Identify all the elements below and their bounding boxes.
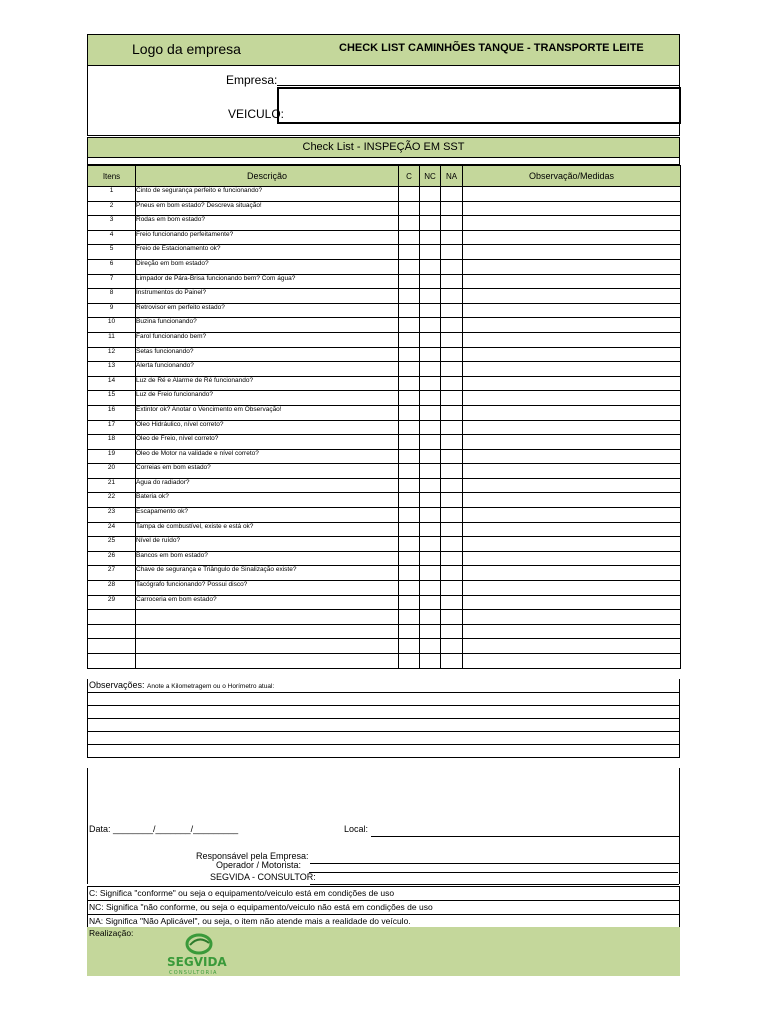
item-observation[interactable] xyxy=(463,187,681,202)
check-c[interactable] xyxy=(399,376,420,391)
item-number: 28 xyxy=(88,581,136,596)
item-number: 10 xyxy=(88,318,136,333)
check-c[interactable] xyxy=(399,449,420,464)
checklist-table xyxy=(87,165,681,669)
responsavel-label: Responsável pela Empresa: xyxy=(196,851,309,861)
check-na[interactable] xyxy=(441,537,463,552)
item-observation[interactable] xyxy=(463,318,681,333)
observation-line[interactable] xyxy=(88,745,679,758)
check-nc[interactable] xyxy=(420,347,441,362)
item-description: Tacógrafo funcionando? Possui disco? xyxy=(136,581,399,596)
item-number: 19 xyxy=(88,449,136,464)
segvida-logo xyxy=(165,931,245,975)
empresa-label: Empresa: xyxy=(226,73,278,87)
table-row xyxy=(88,347,681,362)
check-nc[interactable] xyxy=(420,303,441,318)
check-na[interactable] xyxy=(441,230,463,245)
header-bar xyxy=(87,34,680,66)
item-description: Instrumentos do Painel? xyxy=(136,289,399,304)
item-description: Óleo de Freio, nível correto? xyxy=(136,435,399,450)
check-nc[interactable] xyxy=(420,318,441,333)
item-number: 5 xyxy=(88,245,136,260)
check-nc[interactable] xyxy=(420,610,441,625)
item-observation[interactable] xyxy=(463,449,681,464)
observations-label-row xyxy=(88,679,679,693)
check-na[interactable] xyxy=(441,595,463,610)
observation-line[interactable] xyxy=(88,719,679,732)
item-description: Tampa de combustível, existe e está ok? xyxy=(136,522,399,537)
item-number: 14 xyxy=(88,376,136,391)
local-label: Local: xyxy=(344,824,369,834)
table-row xyxy=(88,376,681,391)
check-nc[interactable] xyxy=(420,595,441,610)
check-c[interactable] xyxy=(399,289,420,304)
table-row xyxy=(88,610,681,625)
check-nc[interactable] xyxy=(420,449,441,464)
check-c[interactable] xyxy=(399,405,420,420)
item-number: 4 xyxy=(88,230,136,245)
observation-line[interactable] xyxy=(88,706,679,719)
item-observation[interactable] xyxy=(463,566,681,581)
table-row xyxy=(88,639,681,654)
check-na[interactable] xyxy=(441,493,463,508)
item-description: Escapamento ok? xyxy=(136,508,399,523)
check-nc[interactable] xyxy=(420,362,441,377)
item-observation[interactable] xyxy=(463,303,681,318)
item-number: 6 xyxy=(88,259,136,274)
item-description: Bancos em bom estado? xyxy=(136,551,399,566)
item-observation[interactable] xyxy=(463,551,681,566)
item-description: Bateria ok? xyxy=(136,493,399,508)
col-observacao: Observação/Medidas xyxy=(463,166,681,187)
col-itens: Itens xyxy=(88,166,136,187)
table-row xyxy=(88,654,681,669)
check-c[interactable] xyxy=(399,624,420,639)
item-number: 13 xyxy=(88,362,136,377)
item-description: Cinto de segurança perfeito e funcionando? xyxy=(136,187,399,202)
item-description: Limpador de Pára-Brisa funcionando bem? Com água? xyxy=(136,274,399,289)
check-nc[interactable] xyxy=(420,551,441,566)
check-na[interactable] xyxy=(441,274,463,289)
item-observation[interactable] xyxy=(463,362,681,377)
check-nc[interactable] xyxy=(420,259,441,274)
item-number: 29 xyxy=(88,595,136,610)
check-na[interactable] xyxy=(441,624,463,639)
brand-name: SEGVIDA xyxy=(167,955,227,969)
check-na[interactable] xyxy=(441,347,463,362)
table-row xyxy=(88,216,681,231)
table-row xyxy=(88,201,681,216)
spacer-row xyxy=(87,158,680,165)
check-nc[interactable] xyxy=(420,405,441,420)
empresa-field[interactable] xyxy=(277,85,679,86)
item-number: 23 xyxy=(88,508,136,523)
item-observation[interactable] xyxy=(463,493,681,508)
check-c[interactable] xyxy=(399,595,420,610)
item-description: Luz de Freio funcionando? xyxy=(136,391,399,406)
check-nc[interactable] xyxy=(420,274,441,289)
item-observation[interactable] xyxy=(463,478,681,493)
veiculo-field[interactable] xyxy=(277,87,681,124)
check-c[interactable] xyxy=(399,551,420,566)
company-section xyxy=(87,65,680,136)
check-nc[interactable] xyxy=(420,566,441,581)
item-observation[interactable] xyxy=(463,216,681,231)
item-observation[interactable] xyxy=(463,347,681,362)
item-description: Setas funcionando? xyxy=(136,347,399,362)
item-number: 17 xyxy=(88,420,136,435)
check-nc[interactable] xyxy=(420,522,441,537)
table-row xyxy=(88,522,681,537)
item-number: 27 xyxy=(88,566,136,581)
check-na[interactable] xyxy=(441,362,463,377)
check-na[interactable] xyxy=(441,508,463,523)
check-nc[interactable] xyxy=(420,464,441,479)
check-na[interactable] xyxy=(441,581,463,596)
check-na[interactable] xyxy=(441,435,463,450)
check-c[interactable] xyxy=(399,303,420,318)
table-row xyxy=(88,318,681,333)
table-row xyxy=(88,420,681,435)
table-row xyxy=(88,478,681,493)
check-na[interactable] xyxy=(441,551,463,566)
item-description xyxy=(136,654,399,669)
check-na[interactable] xyxy=(441,187,463,202)
item-description: Freio de Estacionamento ok? xyxy=(136,245,399,260)
item-number xyxy=(88,639,136,654)
item-number: 16 xyxy=(88,405,136,420)
responsavel-field[interactable] xyxy=(310,863,679,864)
item-observation[interactable] xyxy=(463,537,681,552)
page-title: CHECK LIST CAMINHÕES TANQUE - TRANSPORTE LEITE xyxy=(339,42,644,54)
table-row xyxy=(88,537,681,552)
check-na[interactable] xyxy=(441,332,463,347)
table-row xyxy=(88,259,681,274)
check-c[interactable] xyxy=(399,259,420,274)
item-number: 7 xyxy=(88,274,136,289)
check-c[interactable] xyxy=(399,187,420,202)
item-description: Farol funcionando bem? xyxy=(136,332,399,347)
check-c[interactable] xyxy=(399,435,420,450)
item-observation[interactable] xyxy=(463,201,681,216)
check-na[interactable] xyxy=(441,610,463,625)
check-nc[interactable] xyxy=(420,201,441,216)
check-na[interactable] xyxy=(441,318,463,333)
item-number: 22 xyxy=(88,493,136,508)
item-observation[interactable] xyxy=(463,420,681,435)
item-number: 21 xyxy=(88,478,136,493)
check-c[interactable] xyxy=(399,581,420,596)
item-observation[interactable] xyxy=(463,391,681,406)
item-description: Água do radiador? xyxy=(136,478,399,493)
check-c[interactable] xyxy=(399,274,420,289)
check-c[interactable] xyxy=(399,464,420,479)
item-observation[interactable] xyxy=(463,259,681,274)
check-c[interactable] xyxy=(399,201,420,216)
check-na[interactable] xyxy=(441,303,463,318)
item-number: 11 xyxy=(88,332,136,347)
observations-section xyxy=(87,679,680,758)
check-nc[interactable] xyxy=(420,435,441,450)
observations-label: Observações: xyxy=(89,680,145,690)
observation-line[interactable] xyxy=(88,732,679,745)
item-number: 12 xyxy=(88,347,136,362)
check-nc[interactable] xyxy=(420,187,441,202)
check-c[interactable] xyxy=(399,347,420,362)
check-nc[interactable] xyxy=(420,245,441,260)
check-na[interactable] xyxy=(441,420,463,435)
item-number xyxy=(88,624,136,639)
check-nc[interactable] xyxy=(420,508,441,523)
item-description xyxy=(136,624,399,639)
check-na[interactable] xyxy=(441,245,463,260)
signature-section xyxy=(87,768,680,884)
check-nc[interactable] xyxy=(420,493,441,508)
veiculo-label: VEICULO: xyxy=(228,107,285,121)
operador-label: Operador / Motorista: xyxy=(216,860,302,870)
check-nc[interactable] xyxy=(420,654,441,669)
item-description: Rodas em bom estado? xyxy=(136,216,399,231)
item-observation[interactable] xyxy=(463,230,681,245)
item-number: 25 xyxy=(88,537,136,552)
table-row xyxy=(88,391,681,406)
legend-nc: NC: Significa "não conforme, ou seja o equipamento/veiculo não está em condições de uso xyxy=(88,901,679,915)
table-row xyxy=(88,274,681,289)
check-na[interactable] xyxy=(441,449,463,464)
table-row xyxy=(88,230,681,245)
table-row xyxy=(88,508,681,523)
item-observation[interactable] xyxy=(463,245,681,260)
check-nc[interactable] xyxy=(420,376,441,391)
table-row xyxy=(88,566,681,581)
check-c[interactable] xyxy=(399,639,420,654)
item-number: 2 xyxy=(88,201,136,216)
table-row xyxy=(88,464,681,479)
realizacao-label: Realização: xyxy=(89,928,134,938)
table-row xyxy=(88,405,681,420)
check-na[interactable] xyxy=(441,259,463,274)
item-description xyxy=(136,610,399,625)
check-nc[interactable] xyxy=(420,391,441,406)
item-description: Correias em bom estado? xyxy=(136,464,399,479)
table-row xyxy=(88,595,681,610)
item-description: Nível de ruído? xyxy=(136,537,399,552)
item-description: Pneus em bom estado? Descreva situação! xyxy=(136,201,399,216)
item-observation[interactable] xyxy=(463,464,681,479)
item-description: Alerta funcionando? xyxy=(136,362,399,377)
item-observation[interactable] xyxy=(463,376,681,391)
item-observation[interactable] xyxy=(463,508,681,523)
table-row xyxy=(88,581,681,596)
local-field[interactable] xyxy=(371,836,679,837)
check-c[interactable] xyxy=(399,508,420,523)
item-number: 24 xyxy=(88,522,136,537)
item-number xyxy=(88,654,136,669)
table-row xyxy=(88,362,681,377)
check-na[interactable] xyxy=(441,391,463,406)
check-c[interactable] xyxy=(399,332,420,347)
check-c[interactable] xyxy=(399,537,420,552)
table-row xyxy=(88,245,681,260)
check-c[interactable] xyxy=(399,420,420,435)
col-nc: NC xyxy=(420,166,441,187)
item-observation[interactable] xyxy=(463,435,681,450)
footer-bar xyxy=(87,927,680,976)
item-description: Chave de segurança e Triângulo de Sinalização existe? xyxy=(136,566,399,581)
item-number: 26 xyxy=(88,551,136,566)
item-description: Direção em bom estado? xyxy=(136,259,399,274)
table-row xyxy=(88,493,681,508)
item-description: Extintor ok? Anotar o Vencimento em Observação! xyxy=(136,405,399,420)
check-na[interactable] xyxy=(441,522,463,537)
checklist-sheet xyxy=(87,34,680,976)
item-observation[interactable] xyxy=(463,581,681,596)
check-na[interactable] xyxy=(441,566,463,581)
check-c[interactable] xyxy=(399,610,420,625)
operador-field[interactable] xyxy=(309,872,678,873)
table-row xyxy=(88,449,681,464)
check-nc[interactable] xyxy=(420,420,441,435)
check-na[interactable] xyxy=(441,289,463,304)
table-row xyxy=(88,624,681,639)
item-description xyxy=(136,639,399,654)
item-observation[interactable] xyxy=(463,289,681,304)
check-na[interactable] xyxy=(441,464,463,479)
check-nc[interactable] xyxy=(420,624,441,639)
check-na[interactable] xyxy=(441,478,463,493)
check-nc[interactable] xyxy=(420,478,441,493)
checklist-body xyxy=(88,187,681,669)
checklist-title: Check List - INSPEÇÃO EM SST xyxy=(87,137,680,158)
check-na[interactable] xyxy=(441,654,463,669)
check-c[interactable] xyxy=(399,522,420,537)
check-c[interactable] xyxy=(399,362,420,377)
check-c[interactable] xyxy=(399,478,420,493)
item-observation[interactable] xyxy=(463,405,681,420)
item-observation[interactable] xyxy=(463,274,681,289)
item-number: 18 xyxy=(88,435,136,450)
item-number: 8 xyxy=(88,289,136,304)
item-description: Freio funcionando perfeitamente? xyxy=(136,230,399,245)
item-observation[interactable] xyxy=(463,332,681,347)
check-na[interactable] xyxy=(441,376,463,391)
item-observation[interactable] xyxy=(463,624,681,639)
check-c[interactable] xyxy=(399,493,420,508)
check-nc[interactable] xyxy=(420,230,441,245)
item-number: 1 xyxy=(88,187,136,202)
item-number xyxy=(88,610,136,625)
item-number: 20 xyxy=(88,464,136,479)
item-observation[interactable] xyxy=(463,610,681,625)
check-nc[interactable] xyxy=(420,289,441,304)
item-observation[interactable] xyxy=(463,522,681,537)
table-row xyxy=(88,187,681,202)
col-c: C xyxy=(399,166,420,187)
check-na[interactable] xyxy=(441,201,463,216)
check-na[interactable] xyxy=(441,405,463,420)
date-field[interactable]: Data: ________/_______/_________ xyxy=(89,824,239,834)
check-c[interactable] xyxy=(399,566,420,581)
legend-c: C: Significa "conforme" ou seja o equipamento/veiculo está em condições de uso xyxy=(88,887,679,901)
table-row xyxy=(88,332,681,347)
legend-na: NA: Significa "Não Aplicável", ou seja, o item não atende mais a realidade do veículo. xyxy=(89,916,411,926)
table-row xyxy=(88,435,681,450)
check-nc[interactable] xyxy=(420,581,441,596)
item-observation[interactable] xyxy=(463,639,681,654)
item-description: Óleo de Motor na validade e nível correto? xyxy=(136,449,399,464)
brand-subtitle: CONSULTORIA xyxy=(169,970,218,975)
check-na[interactable] xyxy=(441,216,463,231)
item-description: Carroceria em bom estado? xyxy=(136,595,399,610)
table-header-row xyxy=(88,166,681,187)
check-c[interactable] xyxy=(399,654,420,669)
item-number: 15 xyxy=(88,391,136,406)
item-number: 3 xyxy=(88,216,136,231)
item-observation[interactable] xyxy=(463,654,681,669)
item-description: Retrovisor em perfeito estado? xyxy=(136,303,399,318)
check-na[interactable] xyxy=(441,639,463,654)
logo-placeholder: Logo da empresa xyxy=(132,41,241,57)
table-row xyxy=(88,551,681,566)
check-c[interactable] xyxy=(399,230,420,245)
check-c[interactable] xyxy=(399,391,420,406)
item-number: 9 xyxy=(88,303,136,318)
table-row xyxy=(88,289,681,304)
check-c[interactable] xyxy=(399,318,420,333)
check-nc[interactable] xyxy=(420,332,441,347)
item-description: Buzina funcionando? xyxy=(136,318,399,333)
item-description: Óleo Hidráulico, nível correto? xyxy=(136,420,399,435)
item-description: Luz de Ré e Alarme de Ré funcionando? xyxy=(136,376,399,391)
col-na: NA xyxy=(441,166,463,187)
consultor-field[interactable] xyxy=(310,884,679,885)
col-descricao: Descrição xyxy=(136,166,399,187)
observation-line[interactable] xyxy=(88,693,679,706)
check-nc[interactable] xyxy=(420,537,441,552)
legend-section xyxy=(87,886,680,929)
item-observation[interactable] xyxy=(463,595,681,610)
check-nc[interactable] xyxy=(420,639,441,654)
consultor-label: SEGVIDA - CONSULTOR: xyxy=(210,872,316,882)
table-row xyxy=(88,303,681,318)
check-c[interactable] xyxy=(399,245,420,260)
observations-hint: Anote a Kilometragem ou o Horímetro atual: xyxy=(147,683,275,690)
check-nc[interactable] xyxy=(420,216,441,231)
check-c[interactable] xyxy=(399,216,420,231)
